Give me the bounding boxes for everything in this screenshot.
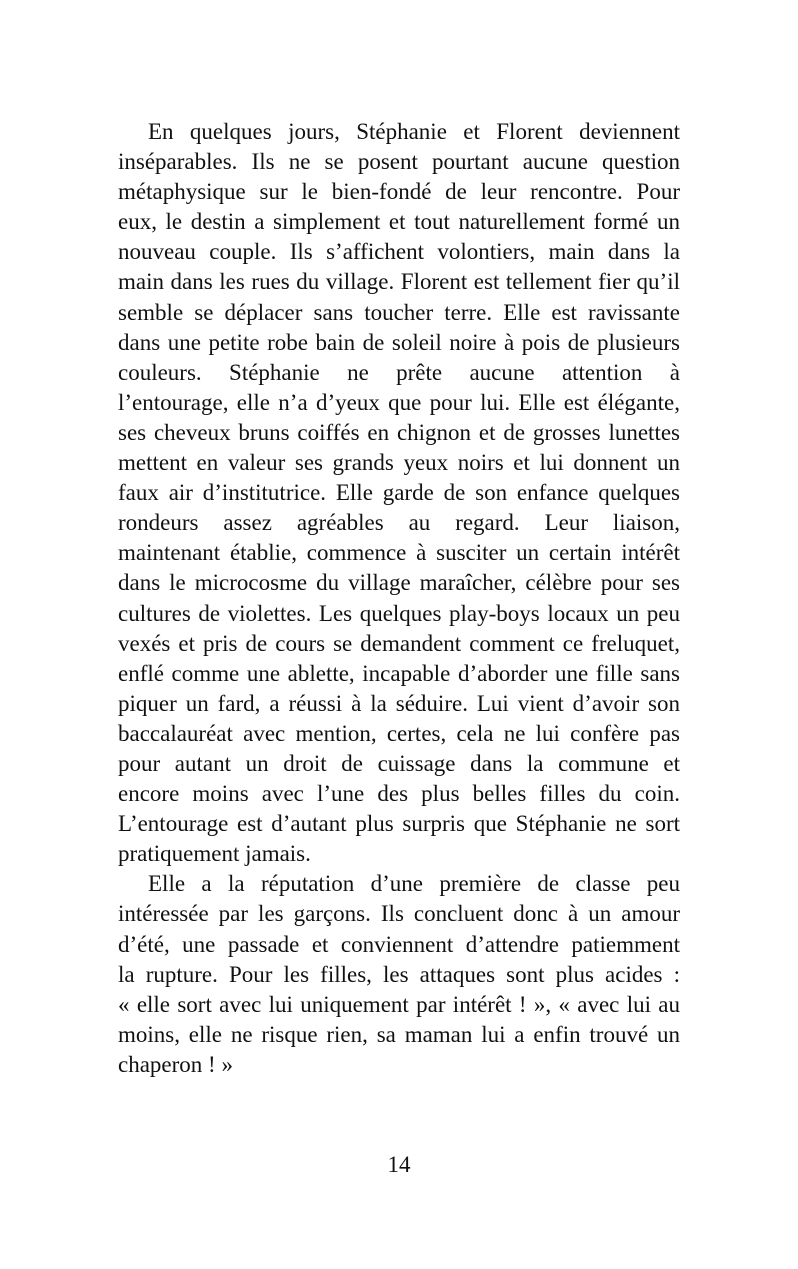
text-line: métaphysique sur le bien-fondé de leur rencontre. Pour bbox=[118, 179, 680, 205]
text-line: En quelques jours, Stéphanie et Florent deviennent bbox=[148, 119, 680, 144]
text-line: rondeurs assez agréables au regard. Leur liaison, bbox=[118, 510, 680, 536]
page-number: 14 bbox=[387, 1152, 411, 1177]
text-line: baccalauréat avec mention, certes, cela ne lui confère pas bbox=[118, 720, 680, 746]
text-line: pour autant un droit de cuissage dans la commune et bbox=[118, 750, 680, 776]
text-line: mettent en valeur ses grands yeux noirs et lui donnent un bbox=[118, 450, 680, 476]
text-line: piquer un fard, a réussi à la séduire. Lui vient d’avoir son bbox=[118, 690, 680, 716]
text-line: dans une petite robe bain de soleil noire à pois de plusieurs bbox=[118, 329, 680, 355]
text-line: « elle sort avec lui uniquement par intérêt ! », « avec lui au bbox=[118, 991, 680, 1017]
text-line: ses cheveux bruns coiffés en chignon et de grosses lunettes bbox=[118, 419, 680, 445]
text-line: enflé comme une ablette, incapable d’aborder une fille sans bbox=[118, 660, 680, 686]
text-line: pratiquement jamais. bbox=[118, 841, 311, 867]
paragraph-2 bbox=[118, 869, 680, 1080]
text-line: vexés et pris de cours se demandent comment ce freluquet, bbox=[118, 630, 680, 656]
text-line: faux air d’institutrice. Elle garde de son enfance quelques bbox=[118, 480, 680, 506]
text-line: maintenant établie, commence à susciter un certain intérêt bbox=[118, 540, 680, 566]
text-line: nouveau couple. Ils s’affichent volontiers, main dans la bbox=[118, 239, 680, 265]
text-line: l’entourage, elle n’a d’yeux que pour lui. Elle est élégante, bbox=[118, 389, 680, 415]
text-line: la rupture. Pour les filles, les attaques sont plus acides : bbox=[118, 961, 680, 987]
text-line: cultures de violettes. Les quelques play-boys locaux un peu bbox=[118, 600, 680, 626]
text-line: eux, le destin a simplement et tout naturellement formé un bbox=[118, 209, 680, 235]
text-line: intéressée par les garçons. Ils concluent donc à un amour bbox=[118, 901, 680, 927]
text-line: encore moins avec l’une des plus belles filles du coin. bbox=[118, 781, 680, 807]
paragraph-1 bbox=[118, 117, 680, 869]
text-line: Elle a la réputation d’une première de classe peu bbox=[148, 871, 680, 897]
text-line: L’entourage est d’autant plus surpris que Stéphanie ne sort bbox=[118, 811, 680, 837]
body-text bbox=[118, 117, 680, 1080]
text-line: d’été, une passade et conviennent d’attendre patiemment bbox=[118, 931, 680, 957]
text-line: semble se déplacer sans toucher terre. Elle est ravissante bbox=[118, 299, 680, 325]
text-line: dans le microcosme du village maraîcher, célèbre pour ses bbox=[118, 570, 680, 596]
text-line: moins, elle ne risque rien, sa maman lui a enfin trouvé un bbox=[118, 1021, 680, 1047]
text-line: main dans les rues du village. Florent est tellement fier qu’il bbox=[118, 269, 680, 295]
text-line: chaperon ! » bbox=[118, 1051, 233, 1077]
text-line: couleurs. Stéphanie ne prête aucune attention à bbox=[118, 359, 680, 385]
text-line: inséparables. Ils ne se posent pourtant aucune question bbox=[118, 149, 680, 175]
